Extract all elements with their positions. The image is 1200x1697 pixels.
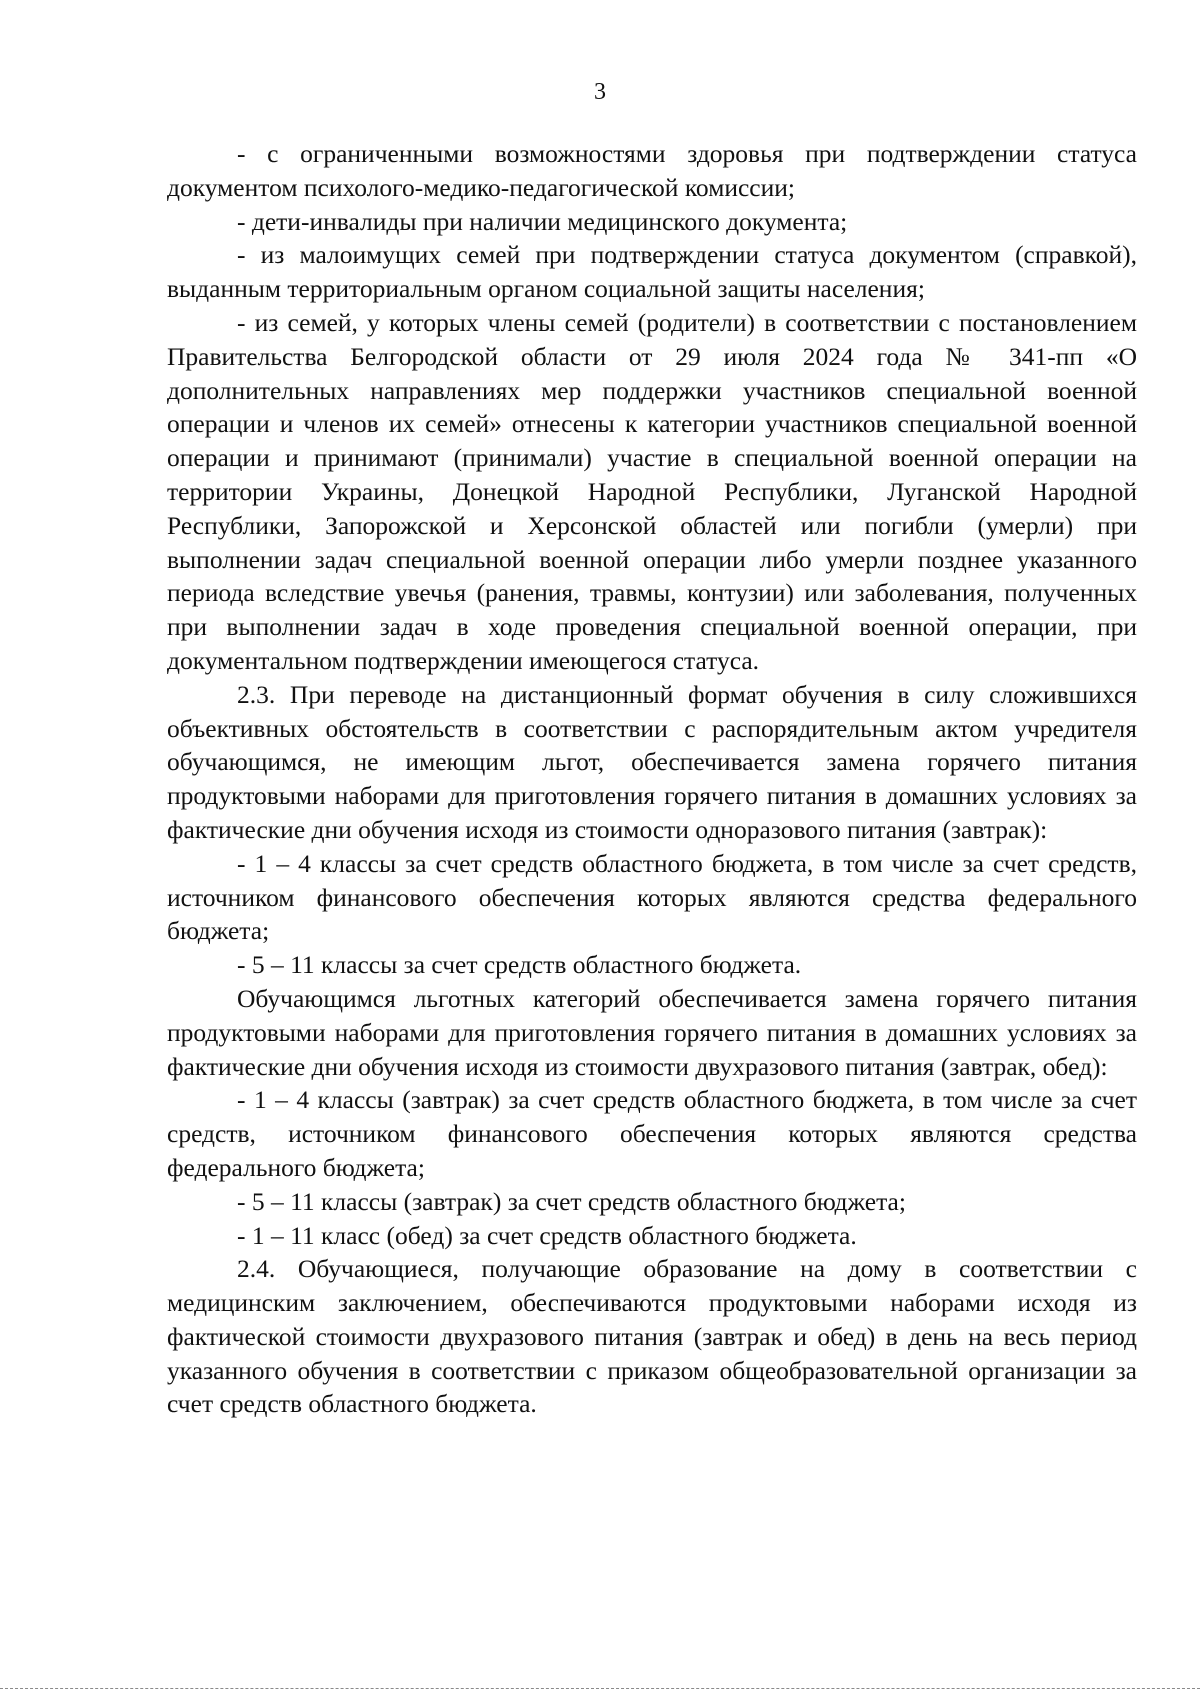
paragraph-low-income-families: - из малоимущих семей при подтверждении статуса документом (справкой), выданным территориальным органом социальной защиты населения; [167, 240, 1137, 304]
page-number: 3 [594, 79, 606, 105]
paragraph-privileged-categories: Обучающимся льготных категорий обеспечивается замена горячего питания продуктовыми наборами для приготовления горячего питания в домашних условиях за фактические дни обучения исходя из стоимости двухразового питания (завтрак, обед): [167, 983, 1137, 1081]
paragraph-svo-families: - из семей, у которых члены семей (родители) в соответствии с постановлением Правительства Белгородской области от 29 июля 2024 года № 341-пп «О дополнительных направлениях мер поддержки участников специальной военной операции и членов их семей» отнесены к категории участников специальной военной операции и принимают (принимали) участие в специальной военной операции на территории Украины, Донецкой Народной Республики, Луганской Народной Республики, Запорожской и Херсонской областей или погибли (умерли) при выполнении задач специальной военной операции либо умерли позднее указанного периода вследствие увечья (ранения, травмы, контузии) или заболевания, полученных при выполнении задач в ходе проведения специальной военной операции, при документальном подтверждении имеющегося статуса. [167, 307, 1137, 675]
paragraph-grades-5-11-breakfast: - 5 – 11 классы (завтрак) за счет средств областного бюджета; [237, 1186, 906, 1216]
paragraph-grades-1-11-lunch: - 1 – 11 класс (обед) за счет средств областного бюджета. [237, 1220, 857, 1250]
paragraph-grades-1-4-breakfast: - 1 – 4 классы (завтрак) за счет средств областного бюджета, в том числе за счет средств, источником финансового обеспечения которых являются средства федерального бюджета; [167, 1085, 1137, 1182]
paragraph-section-2-4: 2.4. Обучающиеся, получающие образование на дому в соответствии с медицинским заключением, обеспечиваются продуктовыми наборами исходя из фактической стоимости двухразового питания (завтрак и обед) в день на весь период указанного обучения в соответствии с приказом общеобразовательной организации за счет средств областного бюджета. [167, 1254, 1137, 1419]
document-body [167, 137, 1137, 1421]
paragraph-disabled-children: - дети-инвалиды при наличии медицинского документа; [237, 206, 848, 236]
paragraph-grades-1-4: - 1 – 4 классы за счет средств областного бюджета, в том числе за счет средств, источником финансового обеспечения которых являются средства федерального бюджета; [167, 848, 1137, 946]
page-bottom-rule [0, 1688, 1200, 1689]
paragraph-disability-status: - с ограниченными возможностями здоровья при подтверждении статуса документом психолого-медико-педагогической комиссии; [167, 139, 1137, 202]
paragraph-grades-5-11: - 5 – 11 классы за счет средств областного бюджета. [237, 950, 802, 980]
paragraph-section-2-3: 2.3. При переводе на дистанционный формат обучения в силу сложившихся объективных обстоятельств в соответствии с распорядительным актом учредителя обучающимся, не имеющим льгот, обеспечивается замена горячего питания продуктовыми наборами для приготовления горячего питания в домашних условиях за фактические дни обучения исходя из стоимости одноразового питания (завтрак): [167, 679, 1137, 844]
